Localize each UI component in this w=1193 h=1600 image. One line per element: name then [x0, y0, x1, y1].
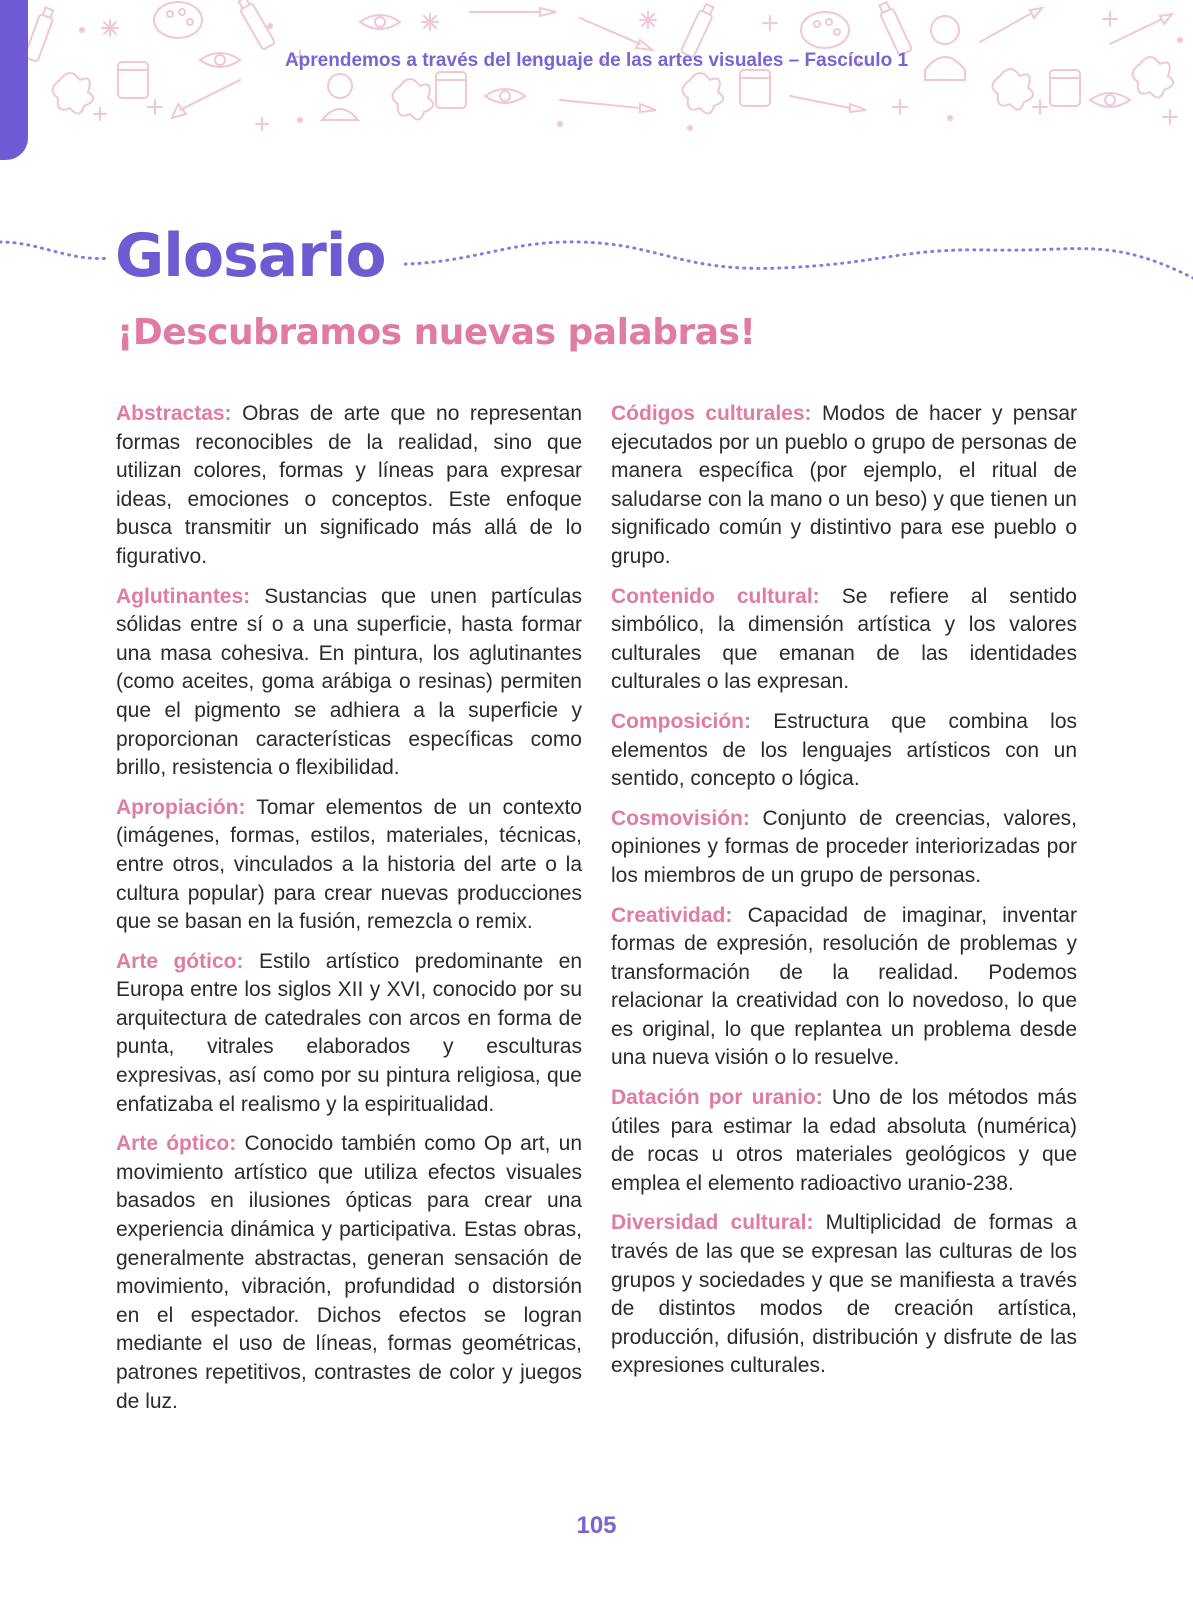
glossary-entry — [611, 400, 1077, 572]
glossary-term: Aglutinantes: — [116, 584, 251, 608]
corner-accent-tab — [0, 0, 28, 160]
eye-icon — [485, 89, 525, 103]
paintbrush-icon — [790, 96, 866, 112]
sparkle-icon — [1103, 12, 1117, 26]
glossary-term: Creatividad: — [611, 903, 733, 927]
glossary-entry — [611, 902, 1077, 1074]
glossary-term: Arte gótico: — [116, 949, 244, 973]
paint-jar-icon — [740, 70, 770, 106]
glossary-term: Diversidad cultural: — [611, 1211, 814, 1235]
sparkle-icon — [1163, 110, 1177, 124]
glossary-term: Contenido cultural: — [611, 584, 820, 608]
glossary-definition: Uno de los métodos más útiles para estimar la edad absoluta (numérica) de rocas u otros materiales geológicos y que emplea el elemento radioactivo uranio-238. — [611, 1086, 1077, 1195]
sparkle-icon — [640, 12, 656, 28]
art-doodles-pattern — [0, 0, 1193, 160]
paint-splash-icon — [392, 79, 433, 120]
paintbrush-icon — [1110, 14, 1172, 44]
glossary-definition: Se refiere al sentido simbólico, la dimensión artística y los valores culturales que emanan de las identidades culturales o las expresan. — [611, 584, 1077, 694]
sparkle-icon — [94, 108, 106, 120]
sparkle-icon — [256, 118, 268, 130]
paint-splash-icon — [992, 69, 1033, 110]
glossary-entry — [116, 583, 582, 783]
glossary-definition: Multiplicidad de formas a través de las que se expresan las culturas de los grupos y sociedades y que se manifiesta a través de distintos modos de creación artística, producción, difusión, distribución y disfrute de las expresiones culturales. — [611, 1211, 1077, 1378]
paintbrush-icon — [172, 80, 240, 118]
page-title: Glosario — [115, 222, 404, 291]
glossary-entry — [611, 1209, 1077, 1381]
bust-statue-icon — [322, 74, 358, 120]
glossary-definition: Modos de hacer y pensar ejecutados por un pueblo o grupo de personas de manera específica (por ejemplo, el ritual de saludarse con la mano o un beso) y que tienen un significado común y distintivo para ese pueblo o grupo. — [611, 402, 1078, 568]
glossary-column-left — [116, 400, 582, 1427]
paint-jar-icon — [1050, 70, 1080, 106]
glossary-term: Composición: — [611, 709, 751, 733]
glossary-entry — [611, 1084, 1077, 1198]
glossary-term: Datación por uranio: — [611, 1086, 823, 1110]
glossary-definition: Sustancias que unen partículas sólidas entre sí o a una superficie, hasta formar una masa cohesiva. En pintura, los aglutinantes (como aceites, goma arábiga o resinas) permiten que el pigmento se adhiera a la superficie y proporcionan características específicas como brillo, resistencia o flexibilidad. — [116, 584, 582, 780]
glossary-definition: Estructura que combina los elementos de los lenguajes artísticos con un sentido, concepto o lógica. — [611, 709, 1077, 791]
glossary-entry — [116, 948, 582, 1120]
paint-splash-icon — [52, 73, 93, 114]
header-band — [0, 0, 1193, 160]
paintbrush-icon — [580, 18, 652, 50]
palette-icon — [801, 12, 849, 48]
sparkle-icon — [1033, 100, 1047, 114]
glossary-entry — [116, 400, 582, 572]
glossary-definition: Estilo artístico predominante en Europa entre los siglos XII y XVI, conocido por su arquitectura de catedrales con arcos en forma de punta, vitrales elaborados y esculturas expresivas, así como por su pintura religiosa, que enfatizaba el realismo y la espiritualidad. — [116, 949, 583, 1116]
sparkle-icon — [893, 100, 907, 114]
glossary-entry — [116, 1130, 582, 1416]
sparkle-icon — [102, 20, 118, 36]
glossary-entry — [611, 708, 1077, 794]
palette-icon — [154, 2, 202, 38]
glossary-entry — [611, 583, 1077, 697]
glossary-entry — [116, 794, 582, 937]
glossary-term: Arte óptico: — [116, 1132, 237, 1156]
page-number: 105 — [576, 1512, 617, 1539]
page-subtitle: ¡Descubramos nuevas palabras! — [117, 312, 756, 353]
glossary-term: Códigos culturales: — [611, 402, 812, 425]
sparkle-icon — [422, 14, 438, 30]
glossary-definition: Obras de arte que no representan formas reconocibles de la realidad, sino que utilizan colores, formas y líneas para expresar ideas, emociones o conceptos. Este enfoque busca transmitir un significado más allá de lo figurativo. — [116, 402, 582, 568]
sparkle-icon — [763, 16, 777, 30]
glossary-definition: Capacidad de imaginar, inventar formas de expresión, resolución de problemas y transformación de la realidad. Podemos relacionar la creatividad con lo novedoso, lo que es original, lo que replantea un problema desde una nueva visión o lo resuelve. — [611, 903, 1077, 1070]
paint-jar-icon — [436, 72, 466, 108]
paintbrush-icon — [980, 8, 1042, 42]
eye-icon — [360, 15, 400, 29]
running-header-title: Aprendemos a través del lenguaje de las artes visuales – Fascículo 1 — [284, 50, 909, 71]
paint-splash-icon — [682, 73, 723, 114]
glossary-definition: Tomar elementos de un contexto (imágenes, formas, estilos, materiales, técnicas, entre otros, vinculados a la historia del arte o la cultura popular) para crear nuevas producciones que se basan en la fusión, remezcla o remix. — [116, 795, 582, 934]
glossary-entry — [611, 805, 1077, 891]
glossary-column-right — [611, 400, 1077, 1392]
glossary-definition: Conocido también como Op art, un movimiento artístico que utiliza efectos visuales basados en ilusiones ópticas para crear una experiencia dinámica y participativa. Estas obras, generalmente abstractas, generan sensación de movimiento, vibración, profundidad o distorsión en el espectador. Dichos efectos se logran mediante el uso de líneas, formas geométricas, patrones repetitivos, contrastes de color y juegos de luz. — [116, 1132, 582, 1413]
glossary-term: Apropiación: — [116, 795, 246, 819]
sparkle-icon — [148, 100, 162, 114]
glossary-term: Cosmovisión: — [611, 806, 750, 830]
eye-icon — [1090, 93, 1130, 107]
paintbrush-icon — [560, 100, 656, 112]
glossary-definition: Conjunto de creencias, valores, opiniones y formas de proceder interiorizadas por los miembros de un grupo de personas. — [611, 806, 1077, 887]
paintbrush-icon — [470, 8, 556, 16]
glossary-term: Abstractas: — [116, 402, 232, 425]
paint-tube-icon — [877, 1, 913, 56]
